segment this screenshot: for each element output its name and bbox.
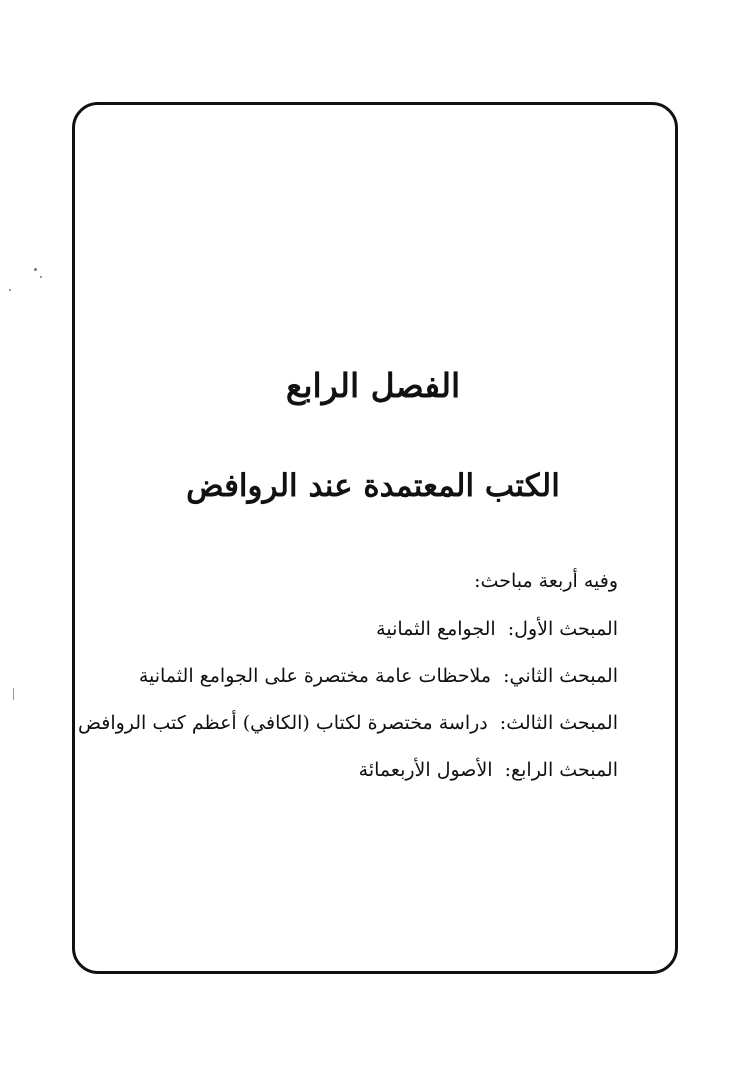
chapter-subtitle: الكتب المعتمدة عند الروافض <box>186 468 560 504</box>
scan-mark <box>13 688 14 700</box>
toc-item <box>98 658 618 705</box>
scan-speck <box>9 289 11 291</box>
toc-item <box>98 611 618 658</box>
toc-item-text: الأصول الأربعمائة <box>358 759 493 781</box>
toc-item <box>77 705 618 752</box>
toc-item-label: المبحث الثاني <box>509 665 618 687</box>
toc-item-text: دراسة مختصرة لكتاب (الكافي) أعظم كتب الروافض <box>77 712 488 734</box>
toc-intro: وفيه أربعة مباحث: <box>474 570 618 592</box>
toc-item-colon: : <box>507 618 515 640</box>
toc-item-colon: : <box>499 712 507 734</box>
toc-item-text: الجوامع الثمانية <box>376 618 496 640</box>
toc-item-label: المبحث الثالث <box>506 712 618 734</box>
toc-item-colon: : <box>503 665 510 687</box>
toc-item-label: المبحث الأول <box>514 618 618 640</box>
toc-item-colon: : <box>504 759 512 781</box>
toc-item-label: المبحث الرابع <box>511 759 618 781</box>
chapter-title: الفصل الرابع <box>285 366 461 405</box>
toc-item-text: ملاحظات عامة مختصرة على الجوامع الثمانية <box>138 665 492 687</box>
table-of-contents <box>77 563 618 799</box>
scan-speck <box>34 268 37 271</box>
page-border-frame <box>72 102 678 974</box>
scan-speck <box>40 276 42 278</box>
toc-item <box>98 752 618 799</box>
